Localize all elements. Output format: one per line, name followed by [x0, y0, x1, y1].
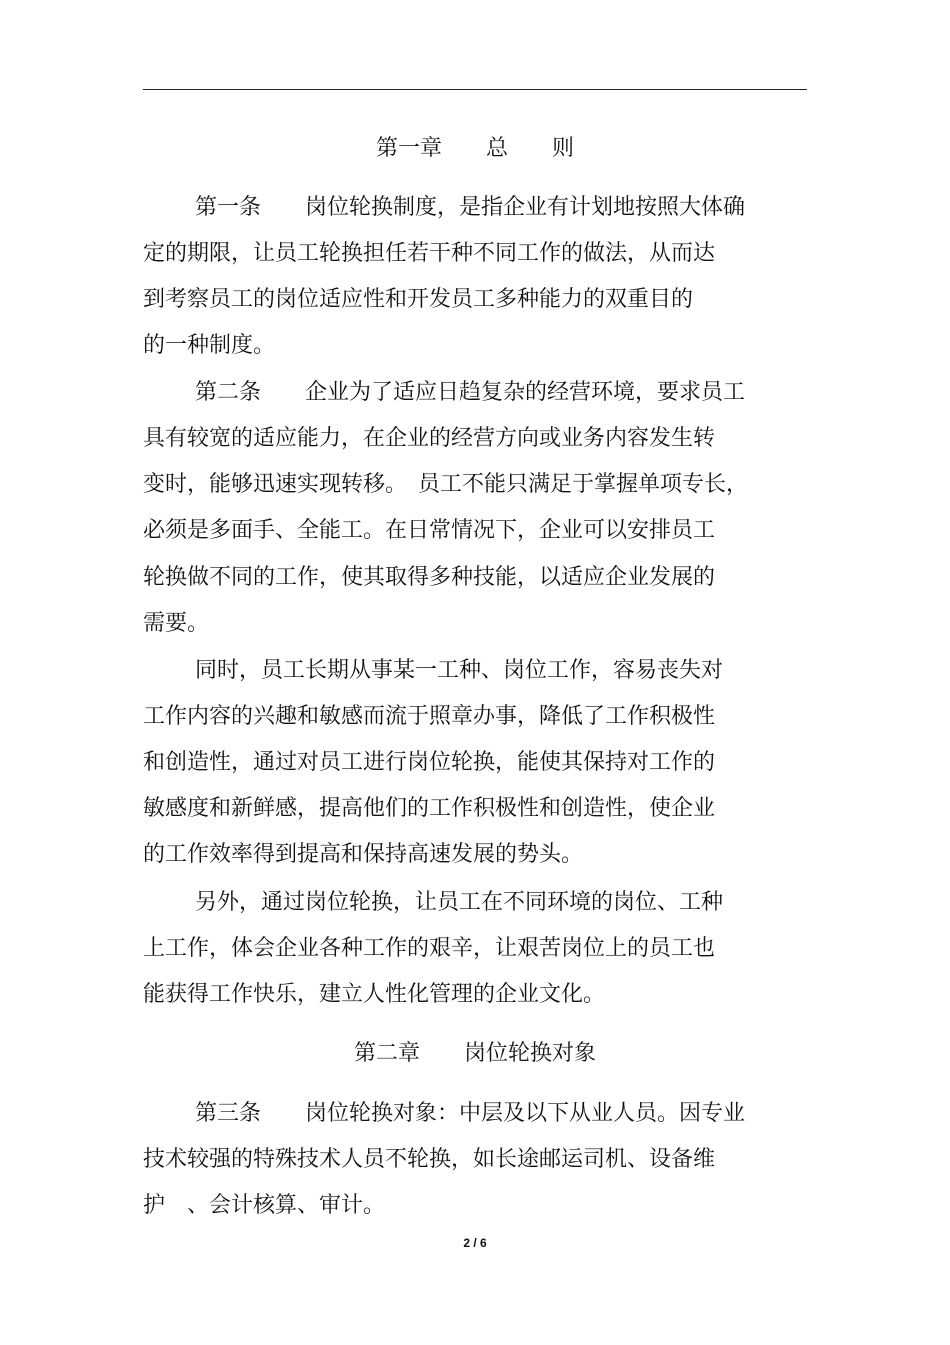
article-1-line-4: 的一种制度。 [143, 333, 276, 358]
article-2-line-4: 必须是多面手、全能工。在日常情况下，企业可以安排员工 [143, 518, 716, 543]
paragraph-3-line-4: 敏感度和新鲜感，提高他们的工作积极性和创造性，使企业 [143, 796, 716, 821]
header-rule [143, 89, 807, 90]
paragraph-3-line-5: 的工作效率得到提高和保持高速发展的势头。 [143, 842, 584, 867]
chapter-2-title: 第二章 岗位轮换对象 [353, 1041, 596, 1066]
paragraph-3-line-3: 和创造性，通过对员工进行岗位轮换，能使其保持对工作的 [143, 750, 716, 775]
paragraph-4-line-1: 另外，通过岗位轮换，让员工在不同环境的岗位、工种 [195, 890, 724, 915]
article-3-line-2: 技术较强的特殊技术人员不轮换，如长途邮运司机、设备维 [143, 1147, 716, 1172]
article-2-line-5: 轮换做不同的工作，使其取得多种技能，以适应企业发展的 [143, 565, 716, 590]
page-number: 2 / 6 [463, 1236, 487, 1250]
chapter-1-title: 第一章 总 则 [375, 136, 574, 161]
paragraph-3-line-1: 同时，员工长期从事某一工种、岗位工作，容易丧失对 [195, 658, 724, 683]
article-1-line-3: 到考察员工的岗位适应性和开发员工多种能力的双重目的 [143, 287, 694, 312]
paragraph-3-line-2: 工作内容的兴趣和敏感而流于照章办事，降低了工作积极性 [143, 704, 716, 729]
article-2-line-3: 变时，能够迅速实现转移。 员工不能只满足于掌握单项专长， [143, 472, 749, 497]
paragraph-4-line-2: 上工作，体会企业各种工作的艰辛，让艰苦岗位上的员工也 [143, 936, 716, 961]
article-1-line-2: 定的期限，让员工轮换担任若干种不同工作的做法，从而达 [143, 241, 716, 266]
article-1-line-1: 第一条 岗位轮换制度，是指企业有计划地按照大体确 [195, 195, 746, 220]
paragraph-4-line-3: 能获得工作快乐，建立人性化管理的企业文化。 [143, 982, 606, 1007]
article-2-line-1: 第二条 企业为了适应日趋复杂的经营环境，要求员工 [195, 380, 746, 405]
article-3-line-1: 第三条 岗位轮换对象：中层及以下从业人员。因专业 [195, 1101, 746, 1126]
article-3-line-3: 护 、会计核算、审计。 [143, 1193, 386, 1218]
article-2-line-6: 需要。 [143, 611, 210, 636]
article-2-line-2: 具有较宽的适应能力，在企业的经营方向或业务内容发生转 [143, 426, 716, 451]
